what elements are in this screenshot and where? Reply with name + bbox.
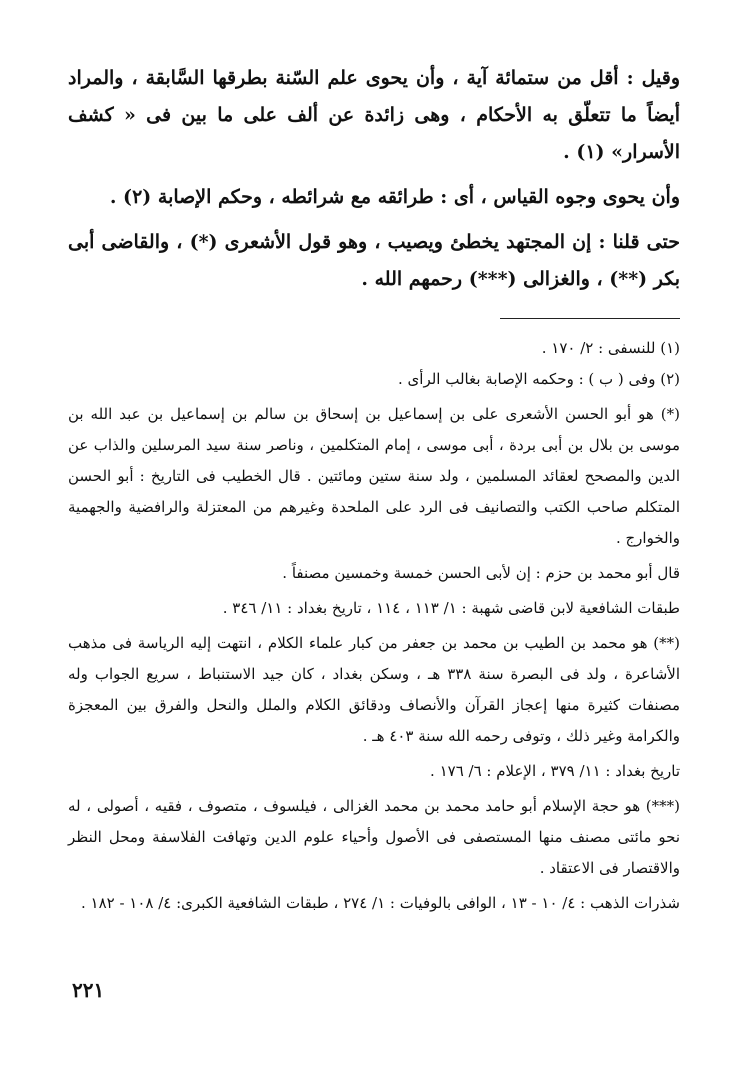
footnote-2: (٢) وفى ( ب ) : وحكمه الإصابة بغالب الرأى . [398,370,680,388]
footnote-ashari-refs: طبقات الشافعية لابن قاضى شهبة : ١/ ١١٣ ، ١١٤ ، تاريخ بغداد : ١١/ ٣٤٦ . [222,599,680,617]
main-paragraph-1: وقيل : أقل من ستمائة آية ، وأن يحوى علم السّنة بطرقها السَّابقة ، والمراد أيضاً ما تتعلّق به الأحكام ، وهى زائدة عن ألف على ما بين فى « كشف الأسرار» (١) . [68,67,680,163]
footnote-divider [500,318,680,319]
footnote-ashari-quote: قال أبو محمد بن حزم : إن لأبى الحسن خمسة وخمسين مصنفاً . [282,564,680,582]
page-number: ٢٢١ [72,978,105,1002]
footnote-ghazali-refs: شذرات الذهب : ٤/ ١٠ - ١٣ ، الوافى بالوفيات : ١/ ٢٧٤ ، طبقات الشافعية الكبرى: ٤/ ١٠٨ - ١٨٢ . [80,894,680,912]
page-body [68,60,680,919]
footnote-ashari: (*) هو أبو الحسن الأشعرى على بن إسماعيل بن إسحاق بن سالم بن إسماعيل بن عبد الله بن موسى بن بلال بن أبى بردة ، أبى موسى ، إمام المتكلمين ، وناصر سنة سيد المرسلين والذاب عن الدين والمصحح لعقائد المسلمين ، ولد سنة ستين ومائتين . قال الخطيب فى التاريخ : أبو الحسن المتكلم صاحب الكتب والتصانيف فى الرد على الملحدة وغيرهم من المعتزلة والرافضية والجهمية والخوارج . [68,405,680,547]
footnote-ghazali: (***) هو حجة الإسلام أبو حامد محمد بن محمد الغزالى ، فيلسوف ، متصوف ، فقيه ، أصولى ، له نحو مائتى مصنف منها المستصفى فى الأصول وأحياء علوم الدين وتهافت الفلاسفة ومحل النظر والاقتصار فى الاعتقاد . [68,797,680,877]
footnotes [68,333,680,919]
main-paragraph-3: حتى قلنا : إن المجتهد يخطئ ويصيب ، وهو قول الأشعرى (*) ، والقاضى أبى بكر (**) ، والغزالى (***) رحمهم الله . [68,231,680,290]
footnote-baqillani: (**) هو محمد بن الطيب بن محمد بن جعفر من كبار علماء الكلام ، انتهت إليه الرياسة فى مذهب الأشاعرة ، ولد فى البصرة سنة ٣٣٨ هـ ، وسكن بغداد ، كان جيد الاستنباط ، سريع الجواب وله مصنفات كثيرة منها إعجاز القرآن والأنصاف ودقائق الكلام والملل والنحل والفرق بين المعجزة والكرامة وغير ذلك ، وتوفى رحمه الله سنة ٤٠٣ هـ . [68,634,680,745]
main-paragraph-2: وأن يحوى وجوه القياس ، أى : طرائقه مع شرائطه ، وحكم الإصابة (٢) . [109,186,680,208]
footnote-1: (١) للنسفى : ٢/ ١٧٠ . [541,339,680,357]
footnote-baqillani-refs: تاريخ بغداد : ١١/ ٣٧٩ ، الإعلام : ٦/ ١٧٦ . [430,762,680,780]
main-text [68,60,680,298]
